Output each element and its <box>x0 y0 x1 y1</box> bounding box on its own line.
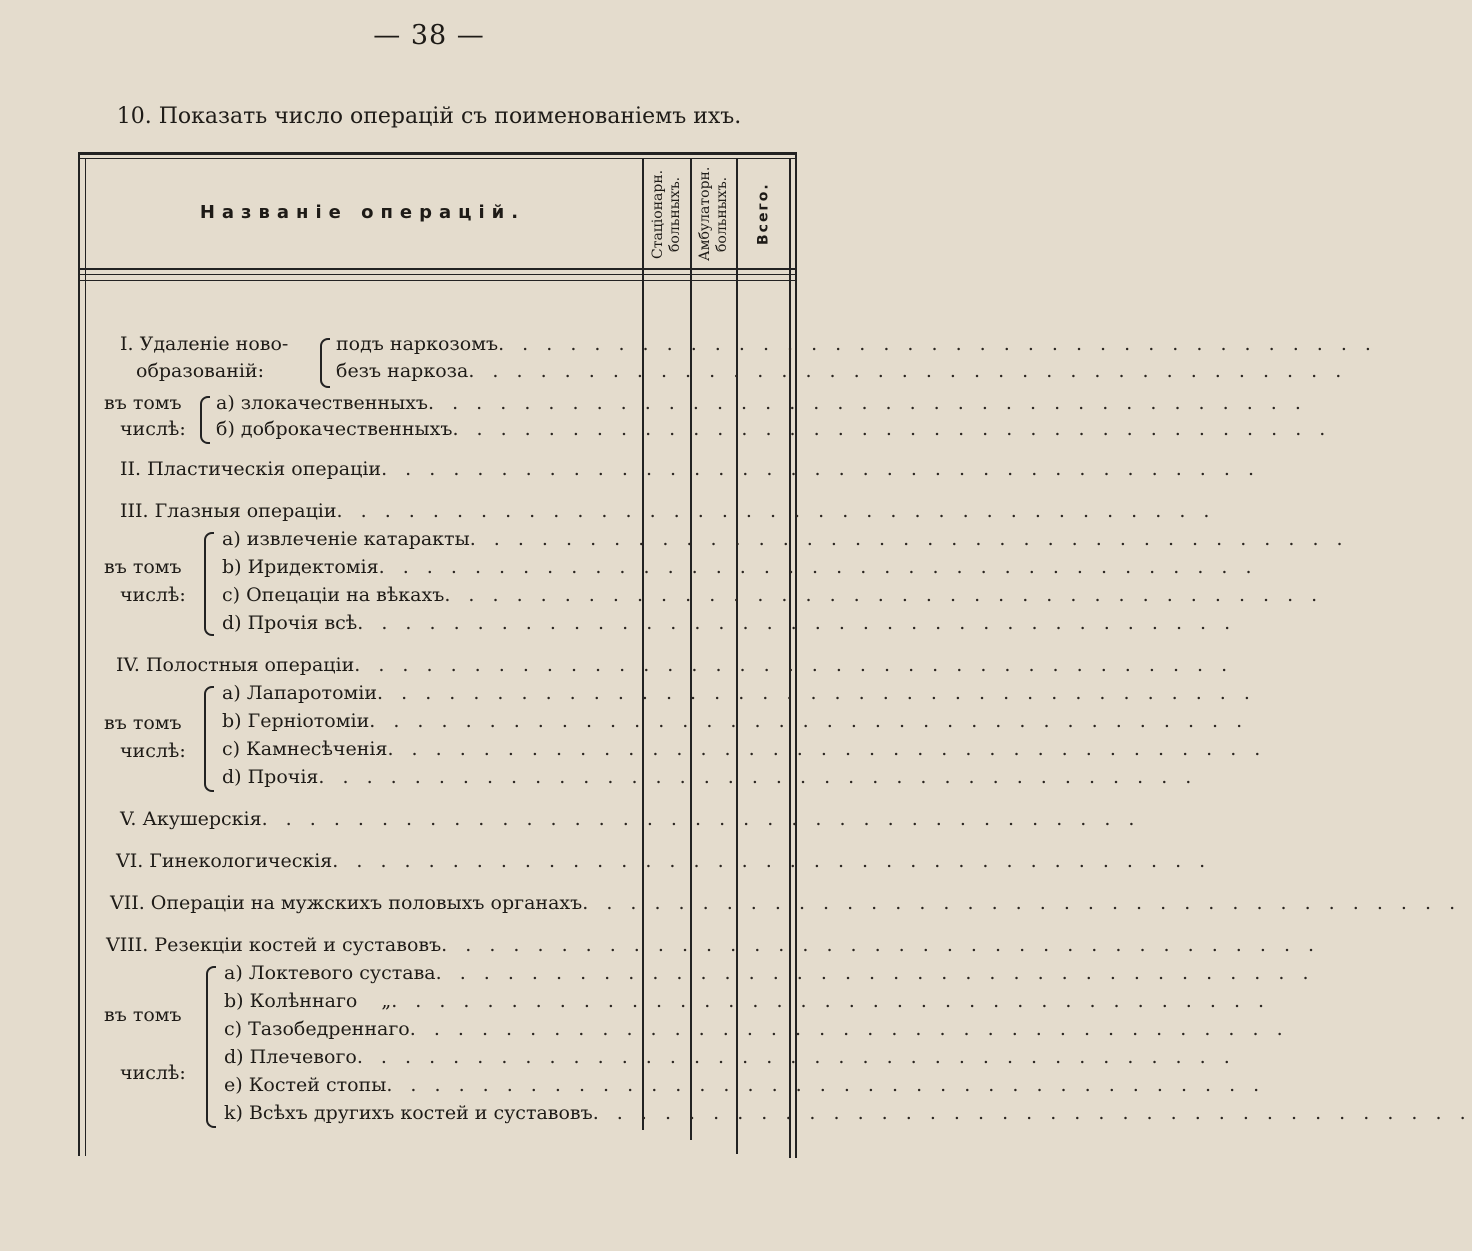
row-label: c) Камнесѣченія <box>222 738 388 760</box>
row-label: IV. Полостныя операціи <box>116 654 355 676</box>
row-label: c) Тазобедреннаго <box>224 1018 410 1040</box>
dot-leader: . . . . . . . . . . . . . . . . . . . . . . . . . . . . . . . . . . . . . <box>356 1046 1236 1068</box>
section-1-title-a: I. Удаленіе ново- <box>120 333 289 355</box>
dot-leader: . . . . . . . . . . . . . . . . . . . . . . . . . . . . . . . . . . . . . <box>441 934 1321 956</box>
dot-leader: . . . . . . . . . . . . . . . . . . . . . . . . . . . . . . . . . . . . . <box>378 556 1258 578</box>
table-left-border-inner <box>85 158 86 1156</box>
section-3-item-d <box>222 612 1237 634</box>
dot-leader: . . . . . . . . . . . . . . . . . . . . . . . . . . . . . . . . . . . . . <box>377 682 1256 704</box>
row-label: k) Всѣхъ другихъ костей и суставовъ <box>224 1102 593 1124</box>
row-label: VII. Операціи на мужскихъ половыхъ органахъ <box>110 892 583 914</box>
section-3-item-b <box>222 556 1258 578</box>
dot-leader: . . . . . . . . . . . . . . . . . . . . . . . . . . . . . . . . . . . . . <box>428 392 1307 414</box>
dot-leader: . . . . . . . . . . . . . . . . . . . . . . . . . . . . . . . . . . . . . <box>332 850 1212 872</box>
section-4-item-b <box>222 710 1249 732</box>
dot-leader: . . . . . . . . . . . . . . . . . . . . . . . . . . . . . . . . . . . . . <box>444 584 1324 606</box>
label-chisle: числѣ: <box>120 584 186 606</box>
dot-leader: . . . . . . . . . . . . . . . . . . . . . . . . . . . . . . . . . . . . . <box>391 990 1271 1012</box>
brace-icon <box>320 338 330 388</box>
dot-leader: . . . . . . . . . . . . . . . . . . . . . . . . . . . . . . . . . . . . . <box>582 892 1462 914</box>
label-chisle: числѣ: <box>120 1062 186 1084</box>
table-top-rule-thin <box>78 158 796 159</box>
dot-leader: . . . . . . . . . . . . . . . . . . . . . . . . . . . . . . . . . . . . . <box>469 528 1349 550</box>
row-label: d) Прочія всѣ <box>222 612 358 634</box>
brace-icon <box>204 532 214 636</box>
row-label: подъ наркозомъ <box>336 333 499 355</box>
dot-leader: . . . . . . . . . . . . . . . . . . . . . . . . . . . . . . . . . . . . . <box>381 458 1260 480</box>
column-header-name: Названіе операцій. <box>199 202 526 223</box>
label-v-tom: въ томъ <box>104 712 182 734</box>
label-v-tom: въ томъ <box>104 1004 182 1026</box>
header-bottom-rule <box>78 268 796 270</box>
dot-leader: . . . . . . . . . . . . . . . . . . . . . . . . . . . . . . . . . . . . . <box>435 962 1315 984</box>
section-4-cavity <box>116 654 1234 676</box>
table-left-border <box>78 152 80 1156</box>
section-1-benign <box>216 418 1332 440</box>
dot-leader: . . . . . . . . . . . . . . . . . . . . . . . . . . . . . . . . . . . . . <box>409 1018 1289 1040</box>
section-4-item-c <box>222 738 1267 760</box>
column-header-total: Всего. <box>755 182 772 246</box>
dot-leader: . . . . . . . . . . . . . . . . . . . . . . . . . . . . . . . . . . . . . <box>369 710 1249 732</box>
section-1-option-no-narcosis <box>336 360 1348 382</box>
column-divider-1 <box>642 158 644 1130</box>
row-label: c) Опецаціи на вѣкахъ <box>222 584 445 606</box>
section-8-item-e <box>224 1074 1266 1096</box>
row-label: d) Плечевого <box>224 1046 357 1068</box>
section-8-item-b <box>224 990 1271 1012</box>
section-8-item-a <box>224 962 1315 984</box>
column-header-stationary: Стаціонарн. больныхъ. <box>650 169 683 259</box>
row-label: б) доброкачественныхъ <box>216 418 453 440</box>
row-label: а) Локтевого сустава <box>224 962 436 984</box>
row-label: d) Прочія <box>222 766 319 788</box>
dot-leader: . . . . . . . . . . . . . . . . . . . . . . . . . . . . . . . . . . . . . <box>498 333 1377 355</box>
row-label: b) Иридектомія <box>222 556 379 578</box>
section-8-item-k <box>224 1102 1472 1124</box>
section-6-gynecologic <box>116 850 1212 872</box>
column-header-ambulatory: Амбулаторн. больныхъ. <box>697 166 730 262</box>
dot-leader: . . . . . . . . . . . . . . . . . . . . . . . . . . . . . . . . . . . . . <box>336 500 1216 522</box>
section-1-title-b: образованій: <box>136 360 264 382</box>
label-chisle: числѣ: <box>120 418 186 440</box>
dot-leader: . . . . . . . . . . . . . . . . . . . . . . . . . . . . . . . . . . . . . <box>357 612 1237 634</box>
section-8-item-c <box>224 1018 1289 1040</box>
section-2-plastic <box>120 458 1260 480</box>
dot-leader: . . . . . . . . . . . . . . . . . . . . . . . . . . . . . . . . . . . . . <box>354 654 1234 676</box>
row-label: VI. Гинекологическія <box>116 850 333 872</box>
brace-icon <box>200 396 210 444</box>
header-bottom-rule-2 <box>78 274 796 275</box>
row-label: III. Глазныя операціи <box>120 500 337 522</box>
section-4-item-a <box>222 682 1256 704</box>
dot-leader: . . . . . . . . . . . . . . . . . . . . . . . . . . . . . . . . . . . . . <box>592 1102 1472 1124</box>
row-label: а) Лапаротоміи <box>222 682 378 704</box>
dot-leader: . . . . . . . . . . . . . . . . . . . . . . . . . . . . . . . . . . . . . <box>468 360 1348 382</box>
row-label: VIII. Резекціи костей и суставовъ <box>106 934 442 956</box>
row-label: V. Акушерскія <box>120 808 262 830</box>
row-label: II. Пластическія операціи <box>120 458 382 480</box>
dot-leader: . . . . . . . . . . . . . . . . . . . . . . . . . . . . . . . . . . . . . <box>261 808 1141 830</box>
row-label: безъ наркоза <box>336 360 469 382</box>
label-v-tom: въ томъ <box>104 392 182 414</box>
header-bottom-rule-3 <box>78 280 796 281</box>
row-label: е) Костей стопы <box>224 1074 387 1096</box>
label-v-tom: въ томъ <box>104 556 182 578</box>
row-label: b) Герніотоміи <box>222 710 370 732</box>
row-label: а) извлеченіе катаракты <box>222 528 470 550</box>
section-7-male-organs <box>110 892 1462 914</box>
dot-leader: . . . . . . . . . . . . . . . . . . . . . . . . . . . . . . . . . . . . . <box>387 738 1267 760</box>
page-number: — 38 — <box>373 20 485 51</box>
section-1-malignant <box>216 392 1307 414</box>
section-3-item-c <box>222 584 1324 606</box>
ditto-mark: „ <box>381 990 392 1012</box>
table-top-rule <box>78 152 796 155</box>
section-3-eye <box>120 500 1216 522</box>
section-5-obstetric <box>120 808 1141 830</box>
brace-icon <box>204 686 214 792</box>
dot-leader: . . . . . . . . . . . . . . . . . . . . . . . . . . . . . . . . . . . . . <box>452 418 1332 440</box>
label-chisle: числѣ: <box>120 740 186 762</box>
dot-leader: . . . . . . . . . . . . . . . . . . . . . . . . . . . . . . . . . . . . . <box>386 1074 1266 1096</box>
brace-icon <box>206 966 216 1128</box>
section-8-item-d <box>224 1046 1236 1068</box>
dot-leader: . . . . . . . . . . . . . . . . . . . . . . . . . . . . . . . . . . . . . <box>318 766 1198 788</box>
document-title: 10. Показать число операцій съ поименованіемъ ихъ. <box>116 104 742 129</box>
row-label: b) Колѣннаго <box>224 990 358 1012</box>
section-1-option-narcosis <box>336 333 1377 355</box>
section-3-item-a <box>222 528 1349 550</box>
section-4-item-d <box>222 766 1198 788</box>
section-8-resections <box>106 934 1321 956</box>
row-label: а) злокачественныхъ <box>216 392 429 414</box>
